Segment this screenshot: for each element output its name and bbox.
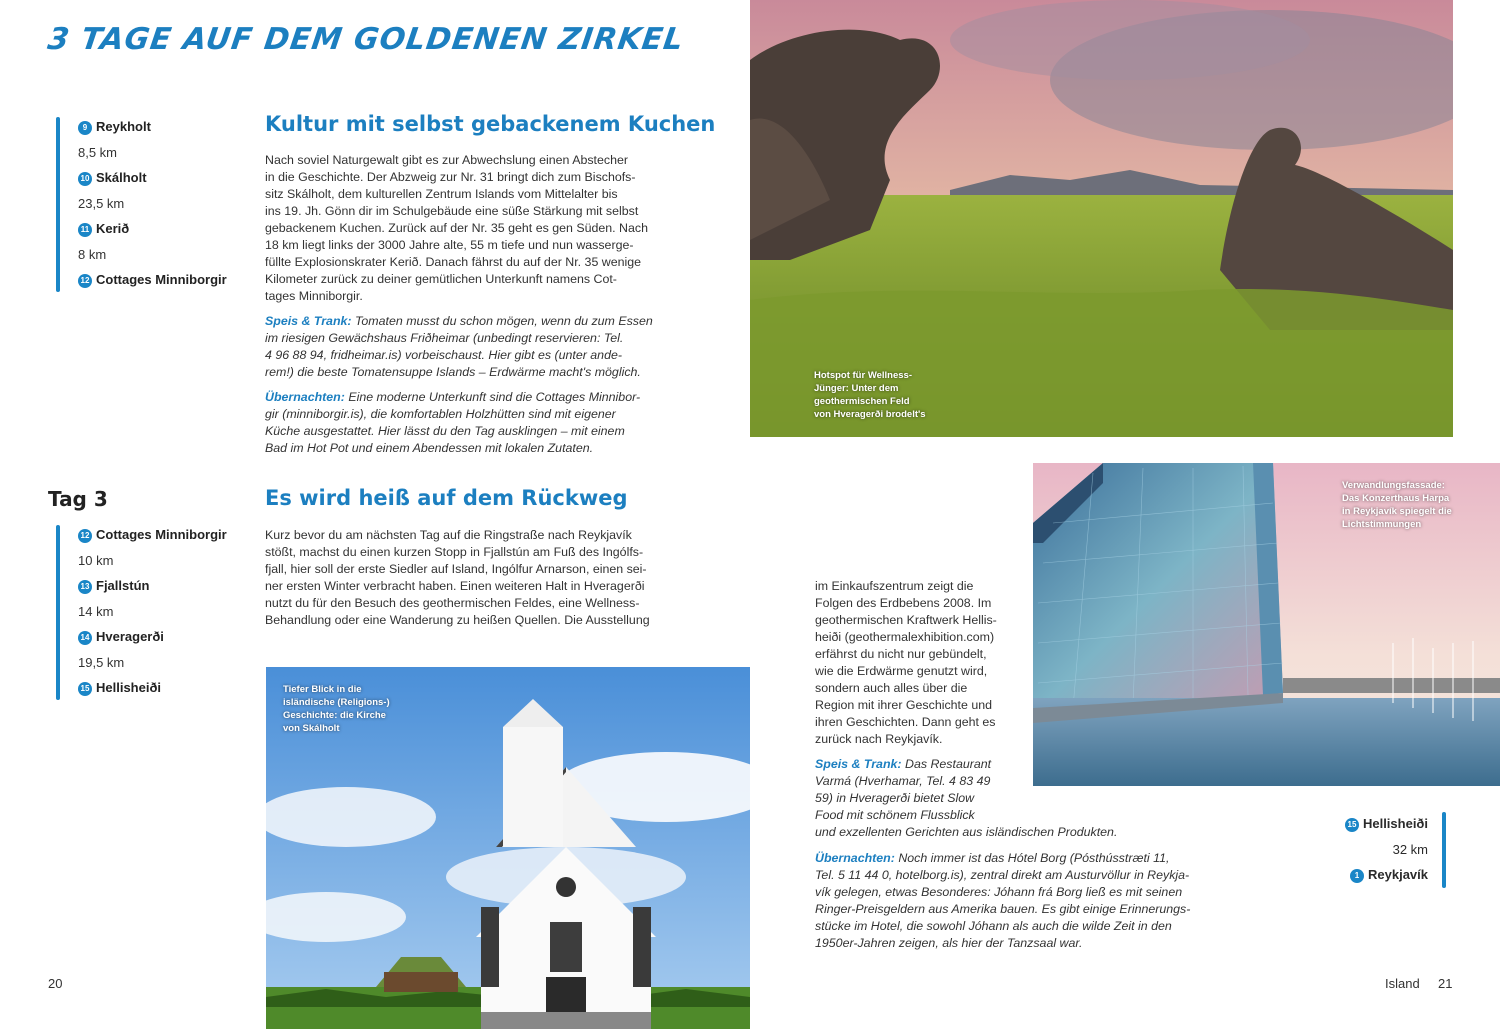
harpa-photo: [1033, 463, 1500, 786]
route-line: [56, 117, 60, 292]
page-number-left: 20: [48, 976, 63, 991]
harpa-caption: Verwandlungsfassade: Das Konzerthaus Harpa in Reykjavík spiegelt die Lichtstimmungen: [1342, 480, 1452, 530]
section-uebernachten: Übernachten: Noch immer ist das Hótel Borg (Pósthússtræti 11, Tel. 5 11 44 0, hotelborg.is), zentral direkt am Austurvöllur in Reykja- vík gelegen, etwas Besonderes: Jóhann frá Borg ließ es mit seinen Ringer-Preisgeldern aus Amerika bauen. Es gibt einige Erinnerungs- stücke im Hotel, die sowohl Jóhann als auch die wilde Zeit in den 1950er-Jahren zeigen, als hier der Tanzsaal war.: [815, 851, 1191, 950]
church-photo: [266, 667, 750, 1029]
route-distance: 14 km: [78, 604, 114, 619]
route-overview-day3: [56, 523, 236, 703]
chapter-title: 3 TAGE AUF DEM GOLDENEN ZIRKEL: [45, 22, 687, 57]
section-body: Nach soviel Naturgewalt gibt es zur Abwechslung einen Abstecher in die Geschichte. Der Abzweig zur Nr. 31 bringt dich zum Bischofs- sitz Skálholt, dem kulturellen Zentrum Islands vom Mittelalter bis ins 19. Jh. Gönn dir im Schulgebäude eine süße Stärkung mit selbst gebackenem Kuchen. Zurück auf der Nr. 35 geht es gen Süden. Nach 18 km liegt links der 3000 Jahre alte, 55 m tiefe und nun wasserge- füllte Explosionskrater Kerið. Danach fährst du auf der Nr. 35 wenige Kilometer zurück zu deiner gemütlichen Unterkunft namens Cot- tages Minniborgir. Speis & Trank: Tomaten musst du schon mögen, wenn du zum Essen im riesigen Gewächshaus Friðheimar (unbedingt reservieren: Tel. 4 96 88 94, fridheimar.is) vorbeischaust. Hier gibt es (unter ande- rem!) die beste Tomatensuppe Islands – Erdwärme macht's möglich. Übernachten: Eine moderne Unterkunft sind die Cottages Minnibor- gir (minniborgir.is), die komfortablen Holzhütten sind mit eigener Küche ausgestattet. Hier lässt du den Tag ausklingen – mit einem Bad im Hot Pot und einem Abendessen mit lokalen Zutaten.: [265, 153, 653, 455]
section-heading: Kultur mit selbst gebackenem Kuchen: [265, 112, 716, 136]
route-overview-end: [1300, 810, 1450, 890]
route-distance: 19,5 km: [78, 655, 125, 670]
route-stop: 9 Reykholt: [78, 119, 151, 135]
route-stop: 12 Cottages Minniborgir: [78, 527, 227, 543]
section-heading: Es wird heiß auf dem Rückweg: [265, 486, 628, 510]
route-line: [56, 525, 60, 700]
route-stop: 15 Hellisheiði: [78, 680, 161, 696]
uebernachten-label: Übernachten:: [265, 390, 345, 404]
route-stop: 14 Hveragerði: [78, 629, 164, 645]
page-number-right: 21: [1438, 976, 1453, 991]
route-stop: 11 Kerið: [78, 221, 129, 237]
landscape-photo: [750, 0, 1453, 437]
speis-trank-label: Speis & Trank:: [815, 757, 902, 771]
route-distance: 32 km: [1392, 842, 1428, 857]
route-line: [1442, 812, 1446, 888]
landscape-caption: Hotspot für Wellness- Jünger: Unter dem geothermischen Feld von Hveragerði brodelt's: [814, 370, 926, 420]
section-speis-trank: Speis & Trank: Das Restaurant Varmá (Hverhamar, Tel. 4 83 49 59) in Hveragerði bietet Slow Food mit schönem Flussblick und exzellenten Gerichten aus isländischen Produkten.: [815, 757, 1118, 839]
route-distance: 8,5 km: [78, 145, 118, 160]
route-stop: 13 Fjallstún: [78, 578, 149, 594]
running-head: Island: [1385, 976, 1420, 991]
day-label: Tag 3: [48, 487, 108, 511]
church-caption: Tiefer Blick in die isländische (Religions-) Geschichte: die Kirche von Skálholt: [283, 684, 390, 734]
section-body: Kurz bevor du am nächsten Tag auf die Ringstraße nach Reykjavík stößt, machst du einen kurzen Stopp in Fjallstún am Fuß des Ingólfs- fjall, hier soll der erste Siedler auf Island, Ingólfur Arnarson, einen sei- ner ersten Winter verbracht haben. Einen weiteren Halt in Hveragerði nutzt du für den Besuch des geothermischen Feldes, eine Wellness- Behandlung oder eine Wanderung zu heißen Quellen. Die Ausstellung: [265, 528, 650, 627]
route-stop: 1 Reykjavík: [1350, 867, 1428, 883]
route-distance: 10 km: [78, 553, 114, 568]
route-distance: 23,5 km: [78, 196, 125, 211]
route-stop: 10 Skálholt: [78, 170, 147, 186]
route-overview-day2: [56, 115, 236, 295]
speis-trank-label: Speis & Trank:: [265, 314, 352, 328]
section-body-continued: im Einkaufszentrum zeigt die Folgen des Erdbebens 2008. Im geothermischen Kraftwerk Hellis- heiði (geothermalexhibition.com) erfährst du nicht nur gebündelt, wie die Erdwärme genutzt wird, sondern auch alles über die Region mit ihrer Geschichte und ihren Geschichten. Dann geht es zurück nach Reykjavík.: [815, 579, 997, 746]
route-stop: 12 Cottages Minniborgir: [78, 272, 227, 288]
route-distance: 8 km: [78, 247, 107, 262]
uebernachten-label: Übernachten:: [815, 851, 895, 865]
route-stop: 15 Hellisheiði: [1345, 816, 1428, 832]
